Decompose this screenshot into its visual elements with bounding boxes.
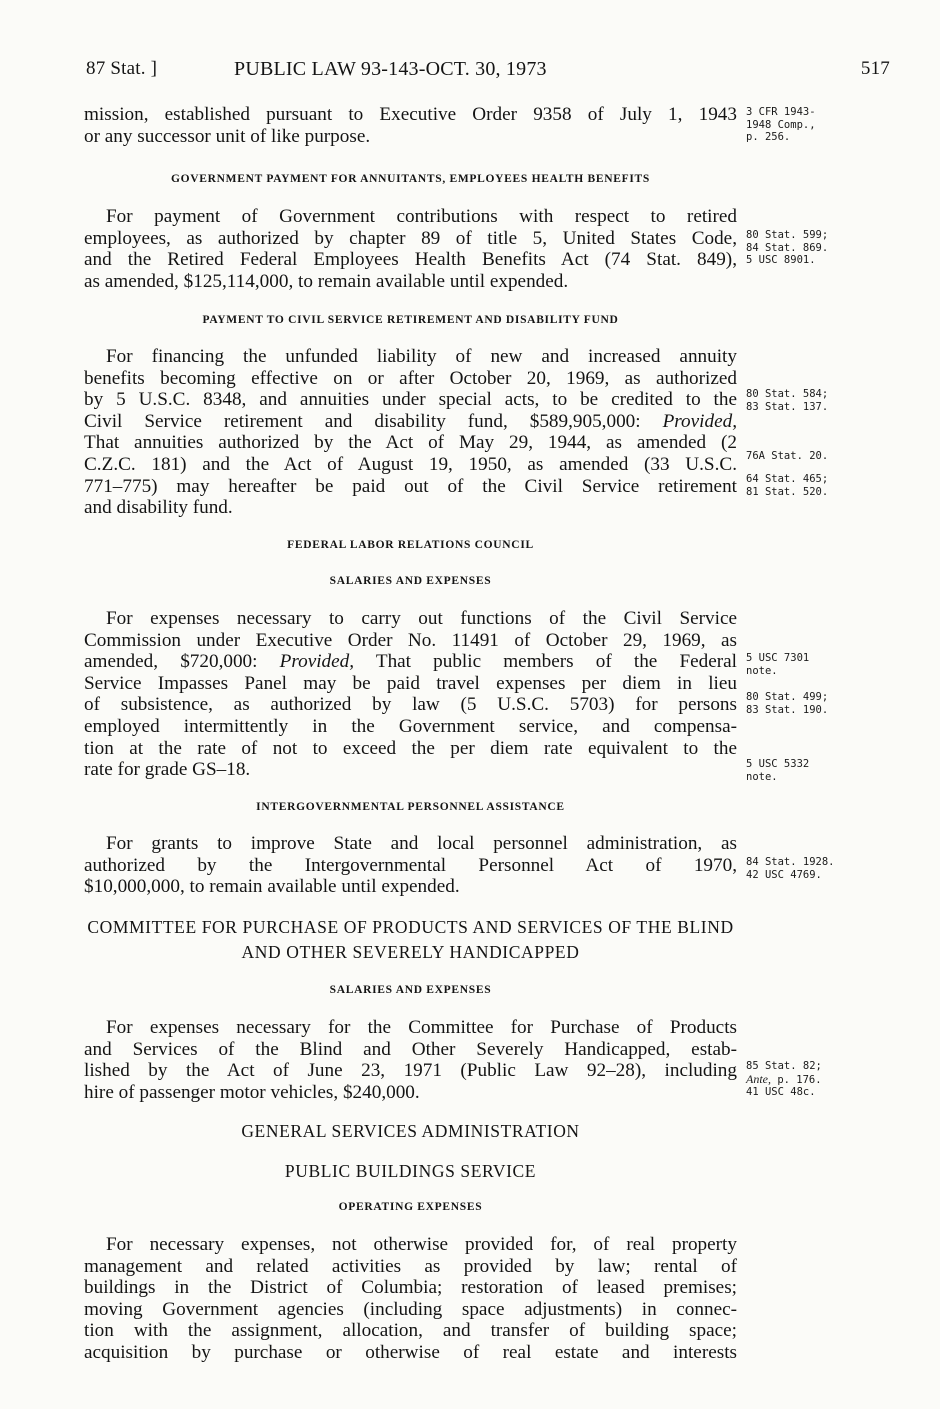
margin-note: 80 Stat. 599; 84 Stat. 869. 5 USC 8901.	[746, 229, 829, 266]
margin-note: 80 Stat. 499; 83 Stat. 190.	[746, 691, 829, 716]
text-line: For necessary expenses, not otherwise provided for, of real property	[106, 1234, 737, 1255]
text-line	[84, 411, 737, 433]
text-line: For expenses necessary for the Committee for Purchase of Products	[106, 1017, 737, 1038]
text-line: acquisition by purchase or otherwise of real estate and interests	[84, 1341, 737, 1363]
margin-note: 3 CFR 1943- 1948 Comp., p. 256.	[746, 106, 816, 143]
page-header	[86, 58, 890, 88]
margin-note: 80 Stat. 584; 83 Stat. 137.	[746, 388, 829, 413]
text-line: For payment of Government contributions with respect to retired	[106, 206, 737, 227]
subsection-heading-salaries-committee: SALARIES AND EXPENSES	[329, 984, 492, 996]
margin-note	[746, 1060, 896, 1099]
agency-heading-pbs: PUBLIC BUILDINGS SERVICE	[284, 1161, 537, 1181]
agency-heading-gsa: GENERAL SERVICES ADMINISTRATION	[241, 1121, 580, 1141]
text-line: authorized by the Intergovernmental Personnel Act of 1970,	[84, 854, 737, 876]
text-line: and Services of the Blind and Other Severely Handicapped, estab-	[84, 1038, 737, 1060]
paragraph-intergovernmental	[84, 833, 737, 898]
text-line: hire of passenger motor vehicles, $240,000.	[84, 1081, 420, 1103]
text-line: buildings in the District of Columbia; restoration of leased premises;	[84, 1277, 737, 1299]
provided-italic: Provided,	[662, 410, 737, 432]
paragraph-committee	[84, 1017, 737, 1103]
text-fragment: Civil Service retirement and disability fund, $589,905,000:	[84, 410, 663, 432]
text-line	[84, 651, 737, 673]
text-line: moving Government agencies (including space adjustments) in connec-	[84, 1298, 737, 1320]
text-line: For financing the unfunded liability of new and increased annuity	[106, 346, 737, 367]
margin-note: 64 Stat. 465; 81 Stat. 520.	[746, 473, 829, 498]
text-line: and the Retired Federal Employees Health Benefits Act (74 Stat. 849),	[84, 249, 737, 271]
text-line: by 5 U.S.C. 8348, and annuities under special acts, to be credited to the	[84, 389, 737, 411]
margin-note: 5 USC 5332 note.	[746, 758, 810, 783]
text-line: For grants to improve State and local personnel administration, as	[106, 833, 737, 854]
section-heading-retirement-fund: PAYMENT TO CIVIL SERVICE RETIREMENT AND DISABILITY FUND	[202, 314, 619, 326]
margin-note: 5 USC 7301 note.	[746, 652, 810, 677]
text-line: employed intermittently in the Government service, and compensa-	[84, 715, 737, 737]
margin-note: 76A Stat. 20.	[746, 450, 829, 462]
subsection-heading-salaries: SALARIES AND EXPENSES	[329, 575, 492, 587]
text-line: 771–775) may hereafter be paid out of the Civil Service retirement	[84, 475, 737, 497]
text-line: rate for grade GS–18.	[84, 759, 251, 781]
subsection-heading-operating-expenses: OPERATING EXPENSES	[338, 1201, 483, 1213]
note-line: 41 USC 48c.	[746, 1086, 816, 1098]
text-line: management and related activities as provided by law; rental of	[84, 1255, 737, 1277]
text-line: of subsistence, as authorized by law (5 U.S.C. 5703) for persons	[84, 694, 737, 716]
section-heading-flrc: FEDERAL LABOR RELATIONS COUNCIL	[287, 539, 534, 551]
note-fragment: p. 176.	[771, 1073, 822, 1086]
paragraph-flrc	[84, 608, 737, 781]
text-line: For expenses necessary to carry out functions of the Civil Service	[106, 608, 737, 629]
ante-italic: Ante,	[746, 1071, 771, 1086]
paragraph-retirement-fund	[84, 346, 737, 519]
text-line: and disability fund.	[84, 497, 233, 519]
text-line: mission, established pursuant to Executive Order 9358 of July 1, 1943	[84, 104, 737, 125]
note-line: 85 Stat. 82;	[746, 1060, 822, 1072]
section-heading-intergovernmental: INTERGOVERNMENTAL PERSONNEL ASSISTANCE	[256, 801, 565, 813]
header-page-number: 517	[860, 58, 890, 79]
paragraph-operating-expenses	[84, 1234, 737, 1364]
provided-italic: Provided,	[279, 651, 355, 673]
header-volume: 87 Stat. ]	[86, 58, 158, 79]
text-fragment: That public members of the Federal	[354, 651, 737, 673]
header-law-title: PUBLIC LAW 93-143-OCT. 30, 1973	[234, 58, 547, 80]
text-line: employees, as authorized by chapter 89 of title 5, United States Code,	[84, 227, 737, 249]
text-line: Commission under Executive Order No. 11491 of October 29, 1969, as	[84, 629, 737, 651]
agency-heading-committee-line2: AND OTHER SEVERELY HANDICAPPED	[241, 942, 580, 962]
text-line: lished by the Act of June 23, 1971 (Public Law 92–28), including	[84, 1060, 737, 1082]
text-line: tion at the rate of not to exceed the per diem rate equivalent to the	[84, 737, 737, 759]
section-heading-annuitants: GOVERNMENT PAYMENT FOR ANNUITANTS, EMPLOYEES HEALTH BENEFITS	[171, 173, 650, 185]
text-line: $10,000,000, to remain available until expended.	[84, 876, 460, 898]
paragraph-annuitants	[84, 206, 737, 292]
text-line: or any successor unit of like purpose.	[84, 125, 371, 147]
text-line: as amended, $125,114,000, to remain available until expended.	[84, 270, 569, 292]
text-line: Service Impasses Panel may be paid travel expenses per diem in lieu	[84, 672, 737, 694]
agency-heading-committee-line1: COMMITTEE FOR PURCHASE OF PRODUCTS AND SERVICES OF THE BLIND	[87, 917, 734, 937]
margin-note: 84 Stat. 1928. 42 USC 4769.	[746, 856, 835, 881]
text-line: C.Z.C. 181) and the Act of August 19, 1950, as amended (33 U.S.C.	[84, 453, 737, 475]
text-fragment: amended, $720,000:	[84, 651, 280, 673]
text-line: tion with the assignment, allocation, and transfer of building space;	[84, 1320, 737, 1342]
paragraph-continuation	[84, 104, 737, 147]
text-line: That annuities authorized by the Act of May 29, 1944, as amended (2	[84, 432, 737, 454]
text-line: benefits becoming effective on or after October 20, 1969, as authorized	[84, 367, 737, 389]
